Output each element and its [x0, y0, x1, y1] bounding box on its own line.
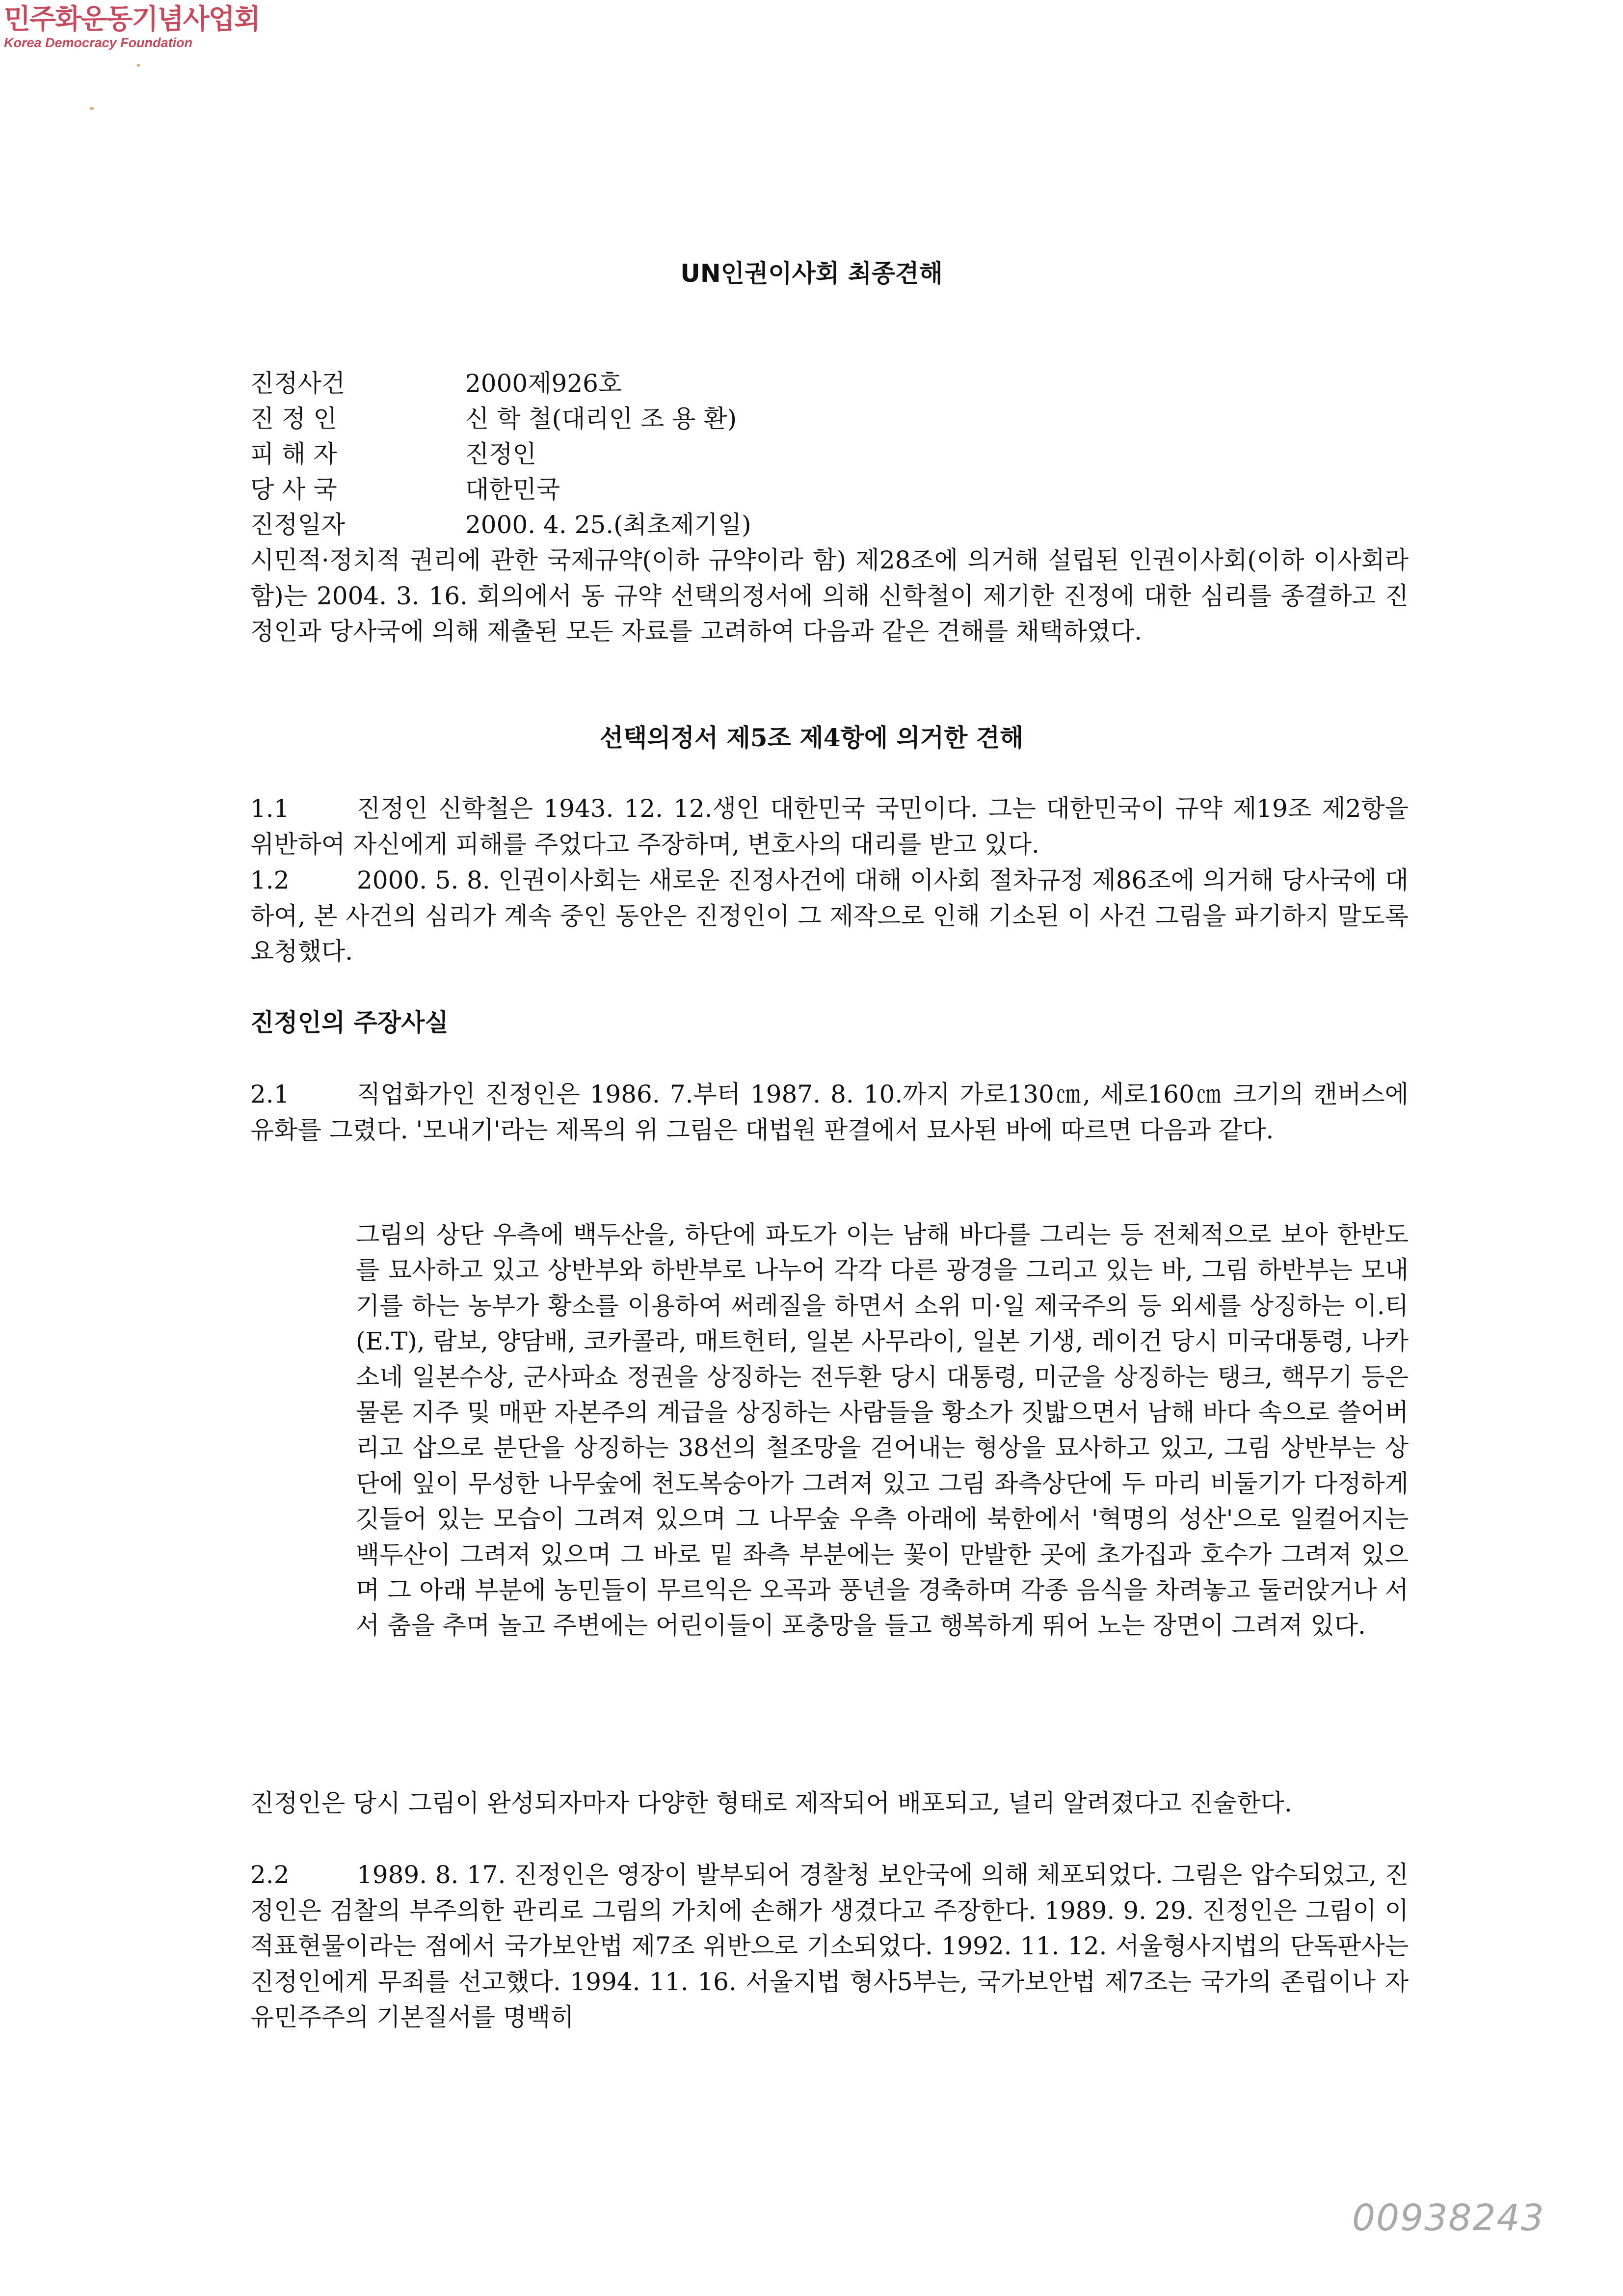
- case-info-row: [250, 472, 751, 507]
- state-party-label: 당 사 국: [250, 475, 337, 504]
- case-info-row: [250, 366, 751, 401]
- paragraph-1-2: [250, 863, 1409, 970]
- intro-paragraph: 시민적·정치적 권리에 관한 국제규약(이하 규약이라 함) 제28조에 의거해 설립된 인권이사회(이하 이사회라 함)는 2004. 3. 16. 회의에서 동 규약 선택의정서에 의해 신학철이 제기한 진정에 대한 심리를 종결하고 진정인과 당사국에 의해 제출된 모든 자료를 고려하여 다음과 같은 견해를 채택하였다.: [250, 546, 1409, 646]
- case-info-row: [250, 401, 751, 436]
- victim-label: 피 해 자: [250, 440, 337, 468]
- state-party-value: 대한민국: [465, 475, 560, 504]
- case-info-row: [250, 507, 751, 542]
- paragraph-text: 2000. 5. 8. 인권이사회는 새로운 진정사건에 대해 이사회 절차규정 제86조에 의거해 당사국에 대하여, 본 사건의 심리가 계속 중인 동안은 진정인이 그 제작으로 인해 기소된 이 사건 그림을 파기하지 말도록 요청했다.: [250, 866, 1409, 966]
- case-number-value: 2000제926호: [465, 369, 622, 398]
- paragraph-2-2: [250, 1857, 1409, 2035]
- paragraph-number: 2.1: [250, 1080, 290, 1108]
- petition-date-label: 진정일자: [250, 511, 346, 539]
- scan-speck: [137, 64, 140, 67]
- paragraph-text: 진정인 신학철은 1943. 12. 12.생인 대한민국 국민이다. 그는 대한민국이 규약 제19조 제2항을 위반하여 자신에게 피해를 주었다고 주장하며, 변호사의 대리를 받고 있다.: [250, 794, 1409, 859]
- section-title: 선택의정서 제5조 제4항에 의거한 견해: [599, 723, 1024, 752]
- victim-value: 진정인: [465, 440, 536, 468]
- scan-speck: [90, 107, 94, 110]
- case-info-row: [250, 436, 751, 472]
- document-title: UN인권이사회 최종견해: [680, 259, 943, 288]
- paragraph-text: 1989. 8. 17. 진정인은 영장이 발부되어 경찰청 보안국에 의해 체포되었다. 그림은 압수되었고, 진정인은 검찰의 부주의한 관리로 그림의 가치에 손해가 생겼다고 주장한다. 1989. 9. 29. 진정인은 그림이 이적표현물이라는 점에서 국가보안법 제7조 위반으로 기소되었다. 1992. 11. 12. 서울형사지법의 단독판사는 진정인에게 무죄를 선고했다. 1994. 11. 16. 서울지법 형사5부는, 국가보안법 제7조는 국가의 존립이나 자유민주주의 기본질서를 명백히: [250, 1861, 1409, 2031]
- logo-korean-text: 민주화운동기념사업회: [4, 3, 260, 35]
- paragraph-number: 2.2: [250, 1861, 290, 1889]
- paragraph-number: 1.2: [250, 866, 290, 894]
- page-stamp-number: 00938243: [1352, 2197, 1545, 2239]
- case-info-table: [250, 366, 751, 542]
- case-number-label: 진정사건: [250, 369, 346, 398]
- subsection-title: 진정인의 주장사실: [250, 1008, 449, 1037]
- paragraph-after-quote: 진정인은 당시 그림이 완성되자마자 다양한 형태로 제작되어 배포되고, 널리 알려졌다고 진술한다.: [250, 1789, 1292, 1817]
- petitioner-value: 신 학 철(대리인 조 용 환): [465, 405, 737, 433]
- logo-english-text: Korea Democracy Foundation: [4, 35, 193, 50]
- court-description-quote: 그림의 상단 우측에 백두산을, 하단에 파도가 이는 남해 바다를 그리는 등 전체적으로 보아 한반도를 묘사하고 있고 상반부와 하반부로 나누어 각각 다른 광경을 그리고 있는 바, 그림 하반부는 모내기를 하는 농부가 황소를 이용하여 써레질을 하면서 소위 미·일 제국주의 등 외세를 상징하는 이.티(E.T), 람보, 양담배, 코카콜라, 매트헌터, 일본 사무라이, 일본 기생, 레이건 당시 미국대통령, 나카소네 일본수상, 군사파쇼 정권을 상징하는 전두환 당시 대통령, 미군을 상징하는 탱크, 핵무기 등은 물론 지주 및 매판 자본주의 계급을 상징하는 사람들을 황소가 짓밟으면서 남해 바다 속으로 쓸어버리고 삽으로 분단을 상징하는 38선의 철조망을 걷어내는 형상을 묘사하고 있고, 그림 상반부는 상단에 잎이 무성한 나무숲에 천도복숭아가 그려져 있고 그림 좌측상단에 두 마리 비둘기가 다정하게 깃들어 있는 모습이 그려져 있으며 그 나무숲 우측 아래에 북한에서 '혁명의 성산'으로 일컬어지는 백두산이 그려져 있으며 그 바로 밑 좌측 부분에는 꽃이 만발한 곳에 초가집과 호수가 그려져 있으며 그 아래 부분에 농민들이 무르익은 오곡과 풍년을 경축하며 각종 음식을 차려놓고 둘러앉거나 서서 춤을 추며 놀고 주변에는 어린이들이 포충망을 들고 행복하게 뛰어 노는 장면이 그려져 있다.: [356, 1220, 1409, 1640]
- paragraph-2-1: [250, 1077, 1409, 1148]
- petitioner-label: 진 정 인: [250, 405, 337, 433]
- paragraph-text: 직업화가인 진정인은 1986. 7.부터 1987. 8. 10.까지 가로130㎝, 세로160㎝ 크기의 캔버스에 유화를 그렸다. '모내기'라는 제목의 위 그림은 대법원 판결에서 묘사된 바에 따르면 다음과 같다.: [250, 1080, 1409, 1144]
- paragraph-1-1: [250, 791, 1409, 862]
- foundation-logo: [4, 4, 260, 50]
- petition-date-value: 2000. 4. 25.(최초제기일): [465, 511, 751, 539]
- paragraph-number: 1.1: [250, 794, 290, 823]
